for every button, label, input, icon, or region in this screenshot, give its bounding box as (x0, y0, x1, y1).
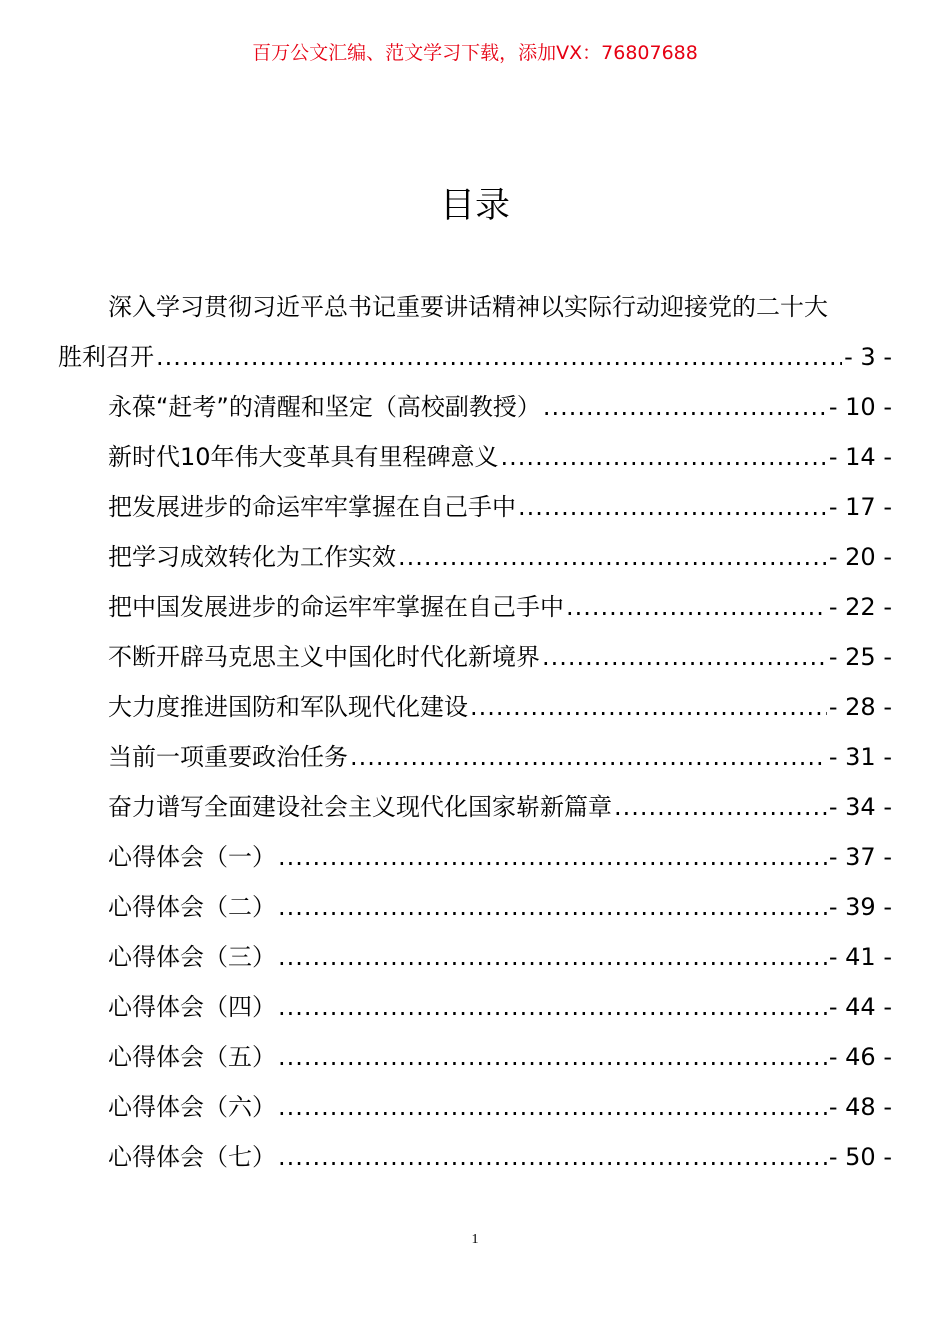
page-number: 1 (471, 1232, 479, 1247)
toc-entry-title: 把发展进步的命运牢牢掌握在自己手中 (108, 493, 516, 521)
toc-entry[interactable] (58, 1132, 892, 1182)
toc-entry[interactable] (58, 932, 892, 982)
toc-entry-title: 心得体会（二） (108, 893, 276, 921)
toc-entry-title: 大力度推进国防和军队现代化建设 (108, 693, 468, 721)
dot-leader (350, 732, 827, 782)
toc-entry-page: - 31 - (828, 743, 892, 771)
toc-entry-title: 把学习成效转化为工作实效 (108, 543, 396, 571)
toc-entry-page: - 44 - (828, 993, 892, 1021)
toc-entry-page: - 46 - (828, 1043, 892, 1071)
toc-entry-page: - 48 - (828, 1093, 892, 1121)
toc-entry-title: 心得体会（四） (108, 993, 276, 1021)
toc-entry-page: - 3 - (844, 343, 892, 371)
toc-entry-page: - 25 - (828, 643, 892, 671)
toc-entry-page: - 10 - (828, 393, 892, 421)
dot-leader (278, 1032, 827, 1082)
toc-entry[interactable] (58, 882, 892, 932)
toc-entry-title: 永葆“赶考”的清醒和坚定（高校副教授） (108, 393, 541, 421)
toc-entry[interactable] (58, 1032, 892, 1082)
toc-entry-title: 不断开辟马克思主义中国化时代化新境界 (108, 643, 540, 671)
toc-entry[interactable] (58, 732, 892, 782)
dot-leader (398, 532, 827, 582)
toc-entry-title: 心得体会（七） (108, 1143, 276, 1171)
table-of-contents (58, 282, 892, 1182)
toc-entry-title: 心得体会（三） (108, 943, 276, 971)
toc-entry-title: 奋力谱写全面建设社会主义现代化国家崭新篇章 (108, 793, 612, 821)
toc-entry-title: 当前一项重要政治任务 (108, 743, 348, 771)
toc-entry-title: 胜利召开 (58, 343, 154, 371)
toc-entry[interactable] (58, 832, 892, 882)
toc-entry-title: 把中国发展进步的命运牢牢掌握在自己手中 (108, 593, 564, 621)
dot-leader (278, 932, 827, 982)
dot-leader (278, 1132, 827, 1182)
toc-entry[interactable] (58, 632, 892, 682)
dot-leader (156, 332, 842, 382)
toc-entry-page: - 17 - (828, 493, 892, 521)
toc-entry[interactable] (58, 782, 892, 832)
toc-entry[interactable] (58, 482, 892, 532)
dot-leader (501, 432, 827, 482)
dot-leader (542, 632, 827, 682)
dot-leader (518, 482, 827, 532)
toc-entry[interactable] (58, 432, 892, 482)
toc-entry-page: - 39 - (828, 893, 892, 921)
dot-leader (470, 682, 827, 732)
toc-entry-page: - 22 - (828, 593, 892, 621)
dot-leader (278, 1082, 827, 1132)
toc-entry-page: - 50 - (828, 1143, 892, 1171)
toc-entry-page: - 34 - (828, 793, 892, 821)
toc-entry[interactable] (58, 982, 892, 1032)
toc-entry[interactable] (58, 532, 892, 582)
toc-entry-title: 心得体会（一） (108, 843, 276, 871)
toc-entry-page: - 14 - (828, 443, 892, 471)
toc-entry-page: - 41 - (828, 943, 892, 971)
toc-entry[interactable] (58, 382, 892, 432)
dot-leader (278, 832, 827, 882)
toc-entry-title: 心得体会（六） (108, 1093, 276, 1121)
toc-entry-page: - 20 - (828, 543, 892, 571)
toc-entry[interactable] (58, 682, 892, 732)
toc-entry-first-line[interactable] (58, 282, 892, 332)
dot-leader (566, 582, 827, 632)
toc-entry-title: 深入学习贯彻习近平总书记重要讲话精神以实际行动迎接党的二十大 (108, 293, 828, 321)
toc-entry-page: - 28 - (828, 693, 892, 721)
dot-leader (278, 982, 827, 1032)
page-title: 目录 (439, 186, 510, 226)
toc-entry-title: 新时代10年伟大变革具有里程碑意义 (108, 443, 499, 471)
toc-entry[interactable] (58, 582, 892, 632)
toc-entry-title: 心得体会（五） (108, 1043, 276, 1071)
toc-entry[interactable] (58, 1082, 892, 1132)
toc-entry-page: - 37 - (828, 843, 892, 871)
toc-entry-first-continuation[interactable] (58, 332, 892, 382)
header-note: 百万公文汇编、范文学习下载，添加VX：76807688 (252, 42, 698, 64)
dot-leader (543, 382, 827, 432)
dot-leader (614, 782, 827, 832)
dot-leader (278, 882, 827, 932)
